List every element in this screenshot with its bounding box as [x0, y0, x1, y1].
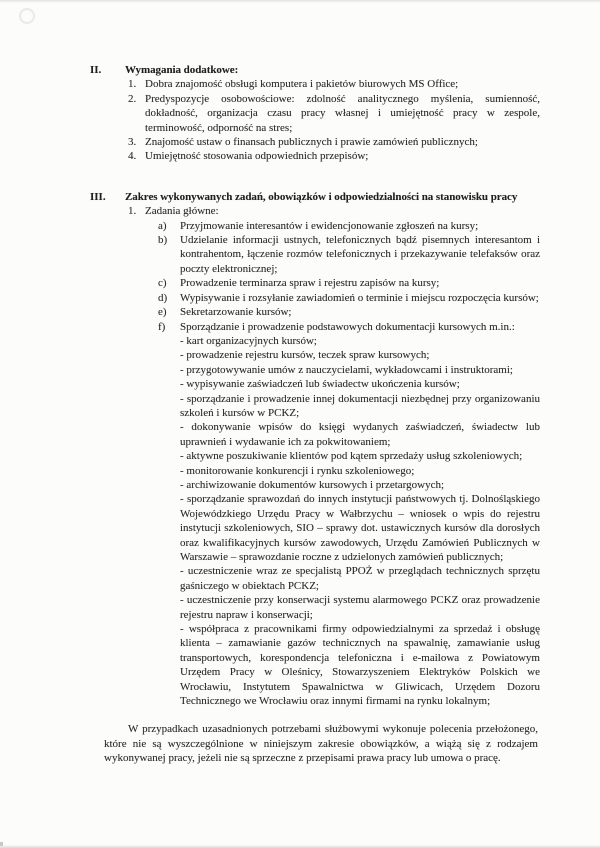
- list-item-marker: 1.: [128, 205, 137, 218]
- section-title: Wymagania dodatkowe:: [125, 64, 239, 76]
- lettered-item-text: Udzielanie informacji ustnych, telefonicznych bądź pisemnych interesantom i kontrahentom, łączenie rozmów telefonicznych i przekazywanie telefaksów oraz poczty elektronicznej;: [180, 234, 540, 275]
- scan-artifact-top-edge: [0, 0, 600, 3]
- list-item-text: Umiejętność stosowania odpowiednich przepisów;: [145, 150, 369, 163]
- subsection-heading: [128, 204, 540, 218]
- lettered-item: [158, 276, 540, 290]
- list-item-marker: 2.: [128, 92, 137, 105]
- lettered-item-text: Sekretarzowanie kursów;: [180, 306, 292, 319]
- section-heading: [0, 63, 600, 77]
- list-item-marker: 3.: [128, 136, 137, 149]
- dash-list-item: - prowadzenie rejestru kursów, teczek spraw kursowych;: [180, 349, 430, 362]
- lettered-item-marker: c): [158, 277, 167, 290]
- subsection-title: Zadania główne:: [145, 205, 219, 218]
- lettered-item: [158, 305, 540, 319]
- dash-list-item: - uczestniczenie przy konserwacji systemu alarmowego PCKZ oraz prowadzenie rejestru napraw i konserwacji;: [180, 594, 540, 621]
- dash-list-item: - wypisywanie zaświadczeń lub świadectw ukończenia kursów;: [180, 378, 460, 391]
- list-item-marker: 4.: [128, 150, 137, 163]
- lettered-item: [158, 219, 540, 233]
- lettered-item-marker: f): [158, 320, 166, 333]
- list-item-marker: 1.: [128, 78, 137, 91]
- dash-list-item: - sporządzanie i prowadzenie innej dokumentacji niezbędnej przy organizowaniu szkoleń i kursów w PCKZ;: [180, 392, 540, 419]
- dash-list-item: - aktywne poszukiwanie klientów pod kątem sprzedaży usług szkoleniowych;: [180, 450, 523, 463]
- scan-artifact-ring: [19, 8, 35, 24]
- list-item: [128, 149, 540, 163]
- dash-list-item: - przygotowywanie umów z nauczycielami, wykładowcami i instruktorami;: [180, 363, 513, 376]
- lettered-item: [158, 291, 540, 305]
- dash-list-item: - kart organizacyjnych kursów;: [180, 334, 317, 347]
- lettered-item-marker: e): [158, 306, 167, 319]
- list-item-text: Dobra znajomość obsługi komputera i pakietów biurowych MS Office;: [145, 78, 459, 91]
- lettered-item-marker: d): [158, 291, 168, 304]
- list-item-text: Predyspozycje osobowościowe: zdolność analitycznego myślenia, sumienność, dokładność, organizacja czasu pracy własnej i umiejętność pracy w zespole, terminowość, odporność na stres;: [145, 92, 540, 134]
- lettered-item: [158, 320, 540, 334]
- list-item: [128, 135, 540, 149]
- section-wymagania-dodatkowe: [0, 63, 600, 164]
- dash-list-item: - współpraca z pracownikami firmy odpowiedzialnymi za sprzedaż i obsługę klienta – zamawianie gazów technicznych na spawalnię, zamawianie usług transportowych, korespondencja telefoniczna i e-mailowa z Powiatowym Urzędem Pracy w Oleśnicy, Stowarzyszeniem Elektryków Polskich we Wrocławiu, Instytutem Spawalnictwa w Gliwicach, Urzędem Dozoru Technicznego we Wrocławiu oraz innymi firmami na rynku lokalnym;: [180, 623, 540, 708]
- lettered-item-text: Prowadzenie terminarza spraw i rejestru zapisów na kursy;: [180, 277, 440, 290]
- section-zakres-zadan: [0, 190, 600, 709]
- dash-list-item: - sporządzanie sprawozdań do innych instytucji państwowych tj. Dolnośląskiego Wojewódzkiego Urzędu Pracy w Wałbrzychu – wniosek o wpis do rejestru instytucji szkoleniowych, SIO – sprawy dot. ustawicznych kursów dla dorosłych oraz kwalifikacyjnych kursów zawodowych, Urzędu Zamówień Publicznych w Warszawie – sprawozdanie roczne z udzielonych zamówień publicznych;: [180, 493, 540, 563]
- list-item: [128, 77, 540, 91]
- closing-paragraph: W przypadkach uzasadnionych potrzebami służbowymi wykonuje polecenia przełożonego, które nie są wyszczególnione w niniejszym zakresie obowiązków, a wiążą się z rodzajem wykonywanej pracy, jeżeli nie są sprzeczne z przepisami prawa pracy lub umowa o pracę.: [104, 723, 538, 765]
- lettered-item-text: Przyjmowanie interesantów i ewidencjonowanie zgłoszeń na kursy;: [180, 219, 479, 232]
- list-item: [128, 92, 540, 135]
- lettered-item-text: Sporządzanie i prowadzenie podstawowych dokumentacji kursowych m.in.:: [180, 320, 515, 333]
- lettered-item-marker: b): [158, 234, 168, 247]
- dash-list-item: - uczestniczenie wraz ze specjalistą PPOŻ w przeglądach technicznych sprzętu gaśniczego w obiektach PCKZ;: [180, 565, 540, 592]
- scan-artifact-speck: [0, 842, 3, 846]
- section-number: II.: [90, 64, 102, 76]
- dash-list-item: - dokonywanie wpisów do księgi wydanych zaświadczeń, świadectw lub uprawnień i wydawanie ich za pokwitowaniem;: [180, 421, 540, 448]
- dash-list-item: - monitorowanie konkurencji i rynku szkoleniowego;: [180, 464, 415, 477]
- section-heading: [0, 190, 600, 204]
- dash-list-item: - archiwizowanie dokumentów kursowych i przetargowych;: [180, 478, 445, 491]
- lettered-item-text: Wypisywanie i rozsyłanie zawiadomień o terminie i miejscu rozpoczęcia kursów;: [180, 291, 539, 304]
- lettered-item: [158, 233, 540, 276]
- list-item-text: Znajomość ustaw o finansach publicznych i prawie zamówień publicznych;: [145, 136, 478, 149]
- document-content: [0, 63, 600, 766]
- section-number: III.: [90, 190, 106, 203]
- section-title: Zakres wykonywanych zadań, obowiązków i odpowiedzialności na stanowisku pracy: [125, 190, 518, 203]
- lettered-item-marker: a): [158, 219, 167, 232]
